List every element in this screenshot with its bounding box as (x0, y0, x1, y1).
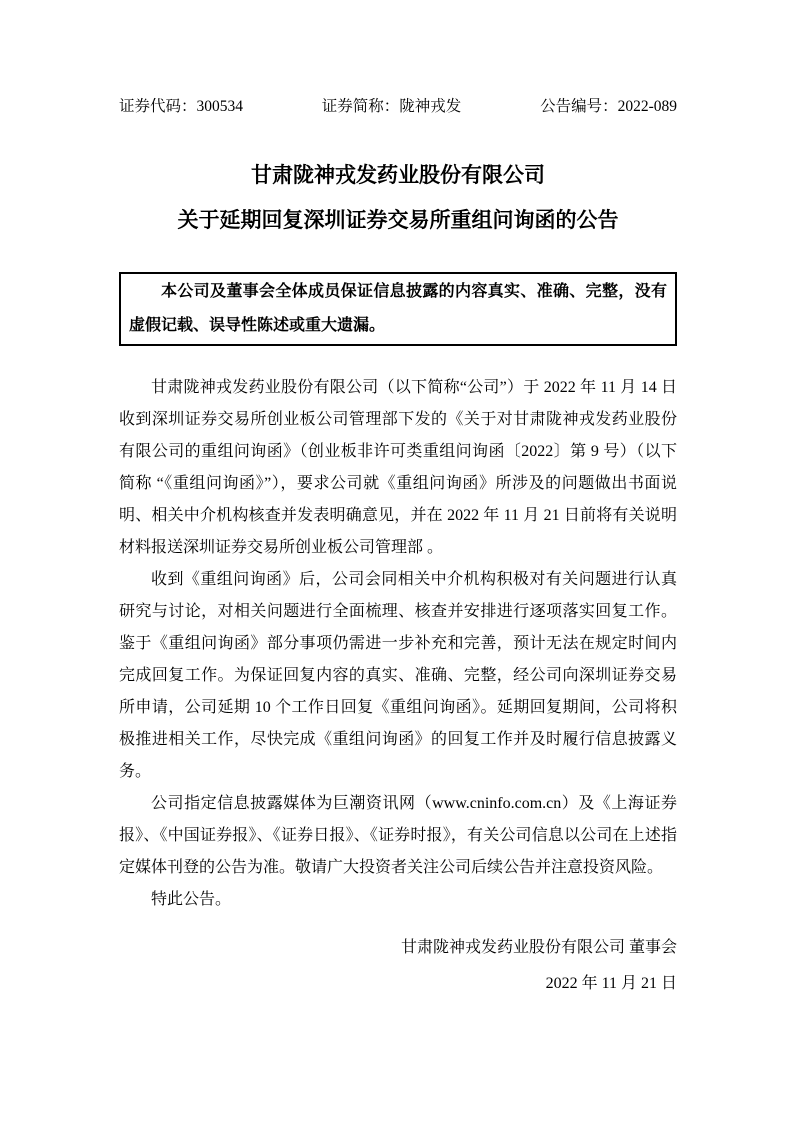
signature-company: 甘肃陇神戎发药业股份有限公司 董事会 (400, 939, 677, 956)
body-paragraph-2: 收到《重组问询函》后，公司会同相关中介机构积极对有关问题进行认真研究与讨论，对相关问题进行全面梳理、核查并安排进行逐项落实回复工作。鉴于《重组问询函》部分事项仍需进一步补充和完善，预计无法在规定时间内完成回复工作。为保证回复内容的真实、准确、完整，经公司向深圳证券交易所申请，公司延期 10 个工作日回复《重组问询函》。延期回复期间，公司将积极推进相关工作，尽快完成《重组问询函》的回复工作并及时履行信息披露义务。 (119, 571, 677, 780)
document-header (119, 97, 677, 117)
disclaimer-box (119, 272, 677, 346)
signature-block (119, 930, 677, 1002)
body-paragraph-1: 甘肃陇神戎发药业股份有限公司（以下简称“公司”）于 2022 年 11 月 14 日收到深圳证券交易所创业板公司管理部下发的《关于对甘肃陇神戎发药业股份有限公司的重组问询函》（创业板非许可类重组问询函〔2022〕第 9 号）（以下简称 “《重组问询函》”），要求公司就《重组问询函》所涉及的问题做出书面说明、相关中介机构核查并发表明确意见，并在 2022 年 11 月 21 日前将有关说明材料报送深圳证券交易所创业板公司管理部 。 (119, 379, 677, 556)
title-announcement-subject: 关于延期回复深圳证券交易所重组问询函的公告 (177, 208, 619, 232)
disclaimer-text: 本公司及董事会全体成员保证信息披露的内容真实、准确、完整，没有虚假记载、误导性陈述或重大遗漏。 (129, 283, 667, 334)
document-body (119, 372, 677, 916)
document-content (119, 0, 677, 1002)
stock-name-label: 证券简称：陇神戎发 (321, 98, 462, 115)
closing-statement: 特此公告。 (151, 891, 232, 908)
signature-date: 2022 年 11 月 21 日 (545, 975, 677, 992)
document-title (119, 153, 677, 243)
body-paragraph-3: 公司指定信息披露媒体为巨潮资讯网（www.cninfo.com.cn）及《上海证券报》、《中国证券报》、《证券日报》、《证券时报》，有关公司信息以公司在上述指定媒体刊登的公告为准。敬请广大投资者关注公司后续公告并注意投资风险。 (119, 795, 677, 876)
title-company-name: 甘肃陇神戎发药业股份有限公司 (251, 163, 545, 187)
announcement-number-label: 公告编号：2022-089 (540, 98, 677, 115)
stock-code-label: 证券代码：300534 (119, 98, 244, 115)
